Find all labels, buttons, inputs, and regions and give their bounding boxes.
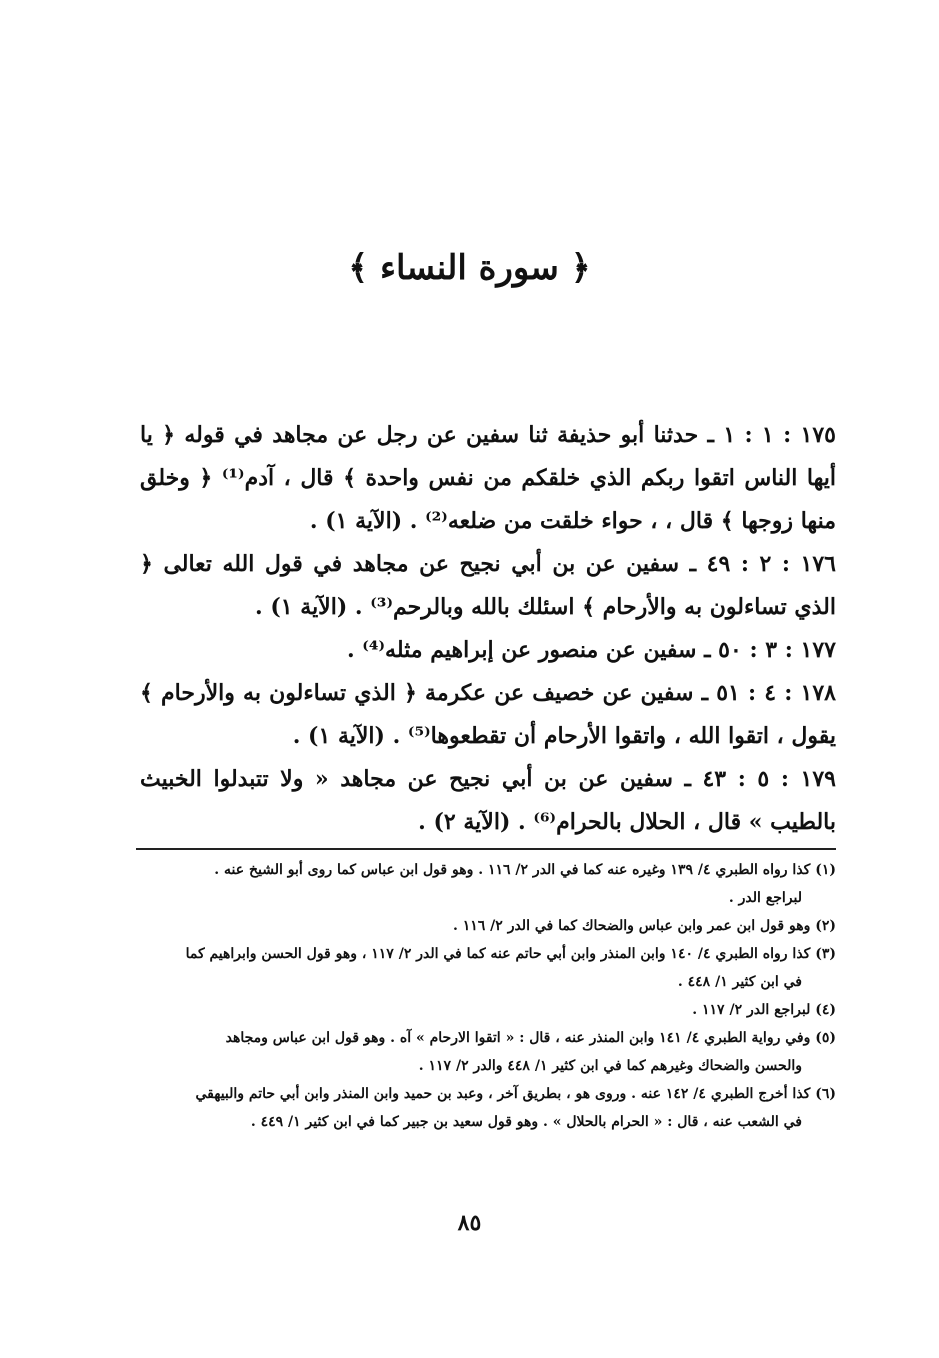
footnote-line: (٤) لبراجع الدر ٢/ ١١٧ .: [692, 1002, 836, 1018]
entry-line: بالطيب » قال ، الحلال بالحرام⁽⁶⁾ . (الآية ٢) .: [418, 809, 836, 835]
footnote-line: (٥) وفي رواية الطبري ٤/ ١٤١ وابن المنذر عنه ، قال : « اتقوا الارحام » آه . وهو قول ابن عباس ومجاهد: [225, 1030, 836, 1046]
entry-line: ١٧٨ : ٤ : ٥١ ـ سفين عن خصيف عن عكرمة ﴿ الذي تساءلون به: [243, 680, 836, 706]
entry-line: والأرحام ﴾ يقول ، اتقوا الله ، واتقوا الأرحام أن تقطعوها⁽⁵⁾ . (الآية ١) .: [140, 680, 836, 749]
footnote-4: [140, 996, 836, 1024]
footnote-5: [140, 1024, 836, 1080]
footnotes: [140, 856, 836, 1136]
surah-title: ﴿ سورة النساء ﴾: [348, 248, 591, 288]
entry-line: ١٧٩ : ٥ : ٤٣ ـ سفين عن بن أبي نجيح عن مجاهد « ولا تتبدلوا الخبيث: [140, 766, 836, 792]
footnote-line: والحسن والضحاك وغيرهم كما في ابن كثير ١/ ٤٤٨ والدر ٢/ ١١٧ .: [418, 1058, 802, 1074]
hadith-entry-178: [140, 672, 836, 758]
hadith-entry-176: [140, 543, 836, 629]
footnote-line: (٣) كذا رواه الطبري ٤/ ١٤٠ وابن المنذر وابن أبي حاتم عنه كما في الدر ٢/ ١١٧ ، وهو قول الحسن وابراهيم كما: [185, 946, 836, 962]
entry-line: ﴿ الذي تساءلون به والأرحام ﴾ اسئلك بالله وبالرحم⁽³⁾ . (الآية ١) .: [140, 551, 836, 620]
footnote-divider: [136, 848, 836, 850]
entry-line: ١٧٥ : ١ : ١ ـ حدثنا أبو حذيفة ثنا سفين عن رجل عن مجاهد في قوله ﴿ يا: [140, 422, 836, 448]
footnote-1: [140, 856, 836, 912]
entry-line: أيها الناس اتقوا ربكم الذي خلقكم من نفس واحدة ﴾ قال ، آدم⁽¹⁾ ﴿ وخلق منها: [140, 465, 836, 534]
footnote-line: (٦) كذا أخرج الطبري ٤/ ١٤٢ عنه . وروى هو ، بطريق آخر ، وعبد بن حميد وابن المنذر وابن أبي حاتم والبيهقي: [195, 1086, 836, 1102]
footnote-line: في ابن كثير ١/ ٤٤٨ .: [677, 974, 802, 990]
footnote-3: [140, 940, 836, 996]
hadith-entry-177: [140, 629, 836, 672]
main-text: [140, 414, 836, 844]
footnote-line: لبراجع الدر .: [728, 890, 802, 906]
hadith-entry-175: [140, 414, 836, 543]
entry-line: زوجها ﴾ قال ، ، حواء خلقت من ضلعه⁽²⁾ . (الآية ١) .: [309, 508, 794, 534]
footnote-2: [140, 912, 836, 940]
page-number: ٨٥: [457, 1210, 482, 1236]
footnote-line: (١) كذا رواه الطبري ٤/ ١٣٩ وغيره عنه كما في الدر ٢/ ١١٦ . وهو قول ابن عباس كما روى أبو الشيخ عنه .: [214, 862, 836, 878]
entry-line: ١٧٦ : ٢ : ٤٩ ـ سفين عن بن أبي نجيح عن مجاهد في قول الله تعالى: [163, 551, 836, 577]
footnote-line: في الشعب عنه ، قال : « الحرام بالحلال » . وهو قول سعيد بن جبير كما في ابن كثير ١/ ٤٤٩ .: [250, 1114, 802, 1130]
footnote-line: (٢) وهو قول ابن عمر وابن عباس والضحاك كما في الدر ٢/ ١١٦ .: [452, 918, 836, 934]
hadith-entry-179: [140, 758, 836, 844]
footnote-6: [140, 1080, 836, 1136]
entry-line: ١٧٧ : ٣ : ٥٠ ـ سفين عن منصور عن إبراهيم مثله⁽⁴⁾ .: [346, 637, 836, 663]
